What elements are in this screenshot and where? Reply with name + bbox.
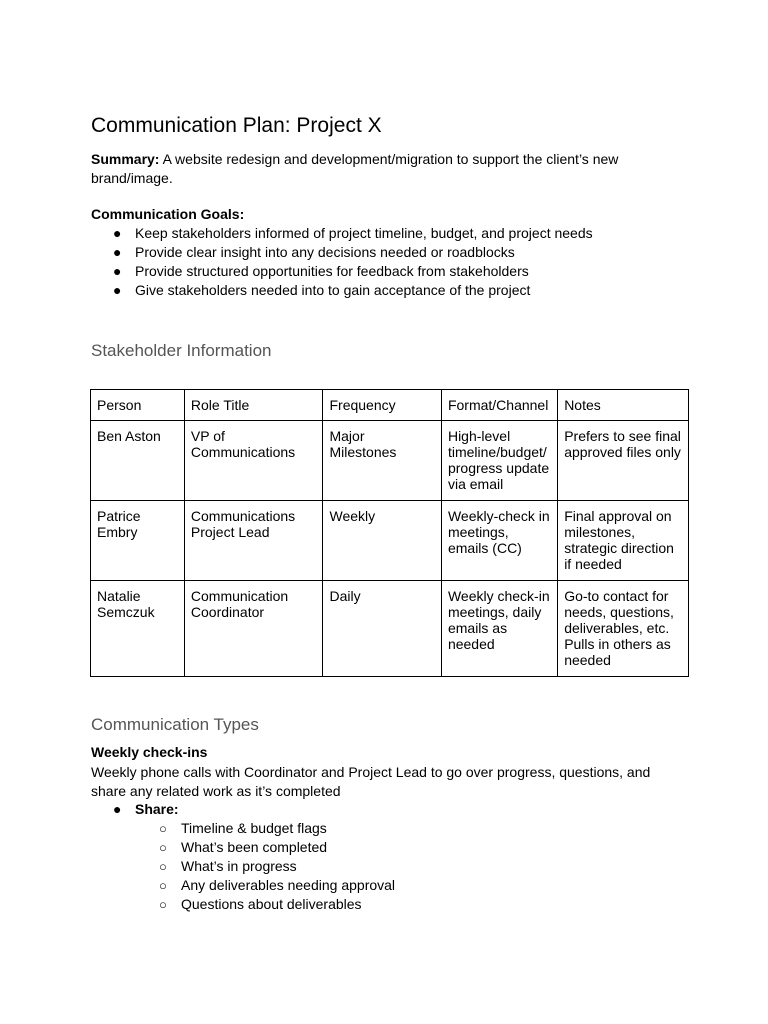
table-cell: Communication Coordinator xyxy=(184,581,323,677)
list-item xyxy=(91,800,395,914)
table-row xyxy=(91,581,689,677)
column-header: Person xyxy=(91,390,185,421)
table-cell: Prefers to see final approved files only xyxy=(558,421,689,501)
column-header: Notes xyxy=(558,390,689,421)
list-item xyxy=(135,838,395,857)
share-label: Share: xyxy=(135,801,179,817)
bullet-icon: ● xyxy=(113,244,122,260)
goal-text: Keep stakeholders informed of project timeline, budget, and project needs xyxy=(135,225,593,241)
table-row xyxy=(91,421,689,501)
goal-text: Provide structured opportunities for feedback from stakeholders xyxy=(135,263,529,279)
table-cell: Weekly-check in meetings, emails (CC) xyxy=(441,501,557,581)
list-item xyxy=(91,281,593,300)
circle-bullet-icon: ○ xyxy=(159,878,167,893)
share-item-text: What’s been completed xyxy=(181,839,328,855)
table-cell: Weekly check-in meetings, daily emails as needed xyxy=(441,581,557,677)
goal-text: Give stakeholders needed into to gain acceptance of the project xyxy=(135,282,531,298)
table-cell: VP of Communications xyxy=(184,421,323,501)
table-cell: Natalie Semczuk xyxy=(91,581,185,677)
share-list xyxy=(91,800,395,914)
stakeholder-heading: Stakeholder Information xyxy=(91,341,272,360)
column-header: Frequency xyxy=(323,390,441,421)
table-cell: Go-to contact for needs, questions, deliverables, etc. Pulls in others as needed xyxy=(558,581,689,677)
table-row xyxy=(91,501,689,581)
stakeholder-table xyxy=(90,389,689,677)
circle-bullet-icon: ○ xyxy=(159,821,167,836)
table-cell: Patrice Embry xyxy=(91,501,185,581)
bullet-icon: ● xyxy=(113,263,122,279)
bullet-icon: ● xyxy=(113,282,122,298)
share-item-text: Any deliverables needing approval xyxy=(181,877,396,893)
share-item-text: Questions about deliverables xyxy=(181,896,362,912)
circle-bullet-icon: ○ xyxy=(159,840,167,855)
share-item-text: What’s in progress xyxy=(181,858,297,874)
bullet-icon: ● xyxy=(113,225,122,241)
table-cell: Daily xyxy=(323,581,441,677)
table-cell: Communications Project Lead xyxy=(184,501,323,581)
list-item xyxy=(135,819,395,838)
list-item xyxy=(91,224,593,243)
share-sublist xyxy=(135,819,395,914)
circle-bullet-icon: ○ xyxy=(159,897,167,912)
goals-list xyxy=(91,224,593,300)
table-cell: Major Milestones xyxy=(323,421,441,501)
circle-bullet-icon: ○ xyxy=(159,859,167,874)
weekly-checkins-description: Weekly phone calls with Coordinator and Project Lead to go over progress, questions, and share any related work as it’s completed xyxy=(91,764,651,799)
table-cell: Weekly xyxy=(323,501,441,581)
column-header: Format/Channel xyxy=(441,390,557,421)
goals-label: Communication Goals: xyxy=(91,206,245,222)
bullet-icon: ● xyxy=(113,801,122,817)
list-item xyxy=(135,857,395,876)
list-item xyxy=(135,876,395,895)
table-cell: Final approval on milestones, strategic direction if needed xyxy=(558,501,689,581)
weekly-checkins-title: Weekly check-ins xyxy=(91,744,208,760)
table-cell: Ben Aston xyxy=(91,421,185,501)
column-header: Role Title xyxy=(184,390,323,421)
goal-text: Provide clear insight into any decisions needed or roadblocks xyxy=(135,244,515,260)
summary-text: A website redesign and development/migration to support the client’s new brand/image. xyxy=(91,151,619,186)
list-item xyxy=(91,262,593,281)
table-header-row xyxy=(91,390,689,421)
communication-types-heading: Communication Types xyxy=(91,715,259,734)
share-item-text: Timeline & budget flags xyxy=(181,820,327,836)
summary-paragraph xyxy=(91,150,651,188)
list-item xyxy=(135,895,395,914)
list-item xyxy=(91,243,593,262)
page-title: Communication Plan: Project X xyxy=(91,114,382,137)
summary-label: Summary: xyxy=(91,151,160,167)
table-cell: High-level timeline/budget/ progress update via email xyxy=(441,421,557,501)
